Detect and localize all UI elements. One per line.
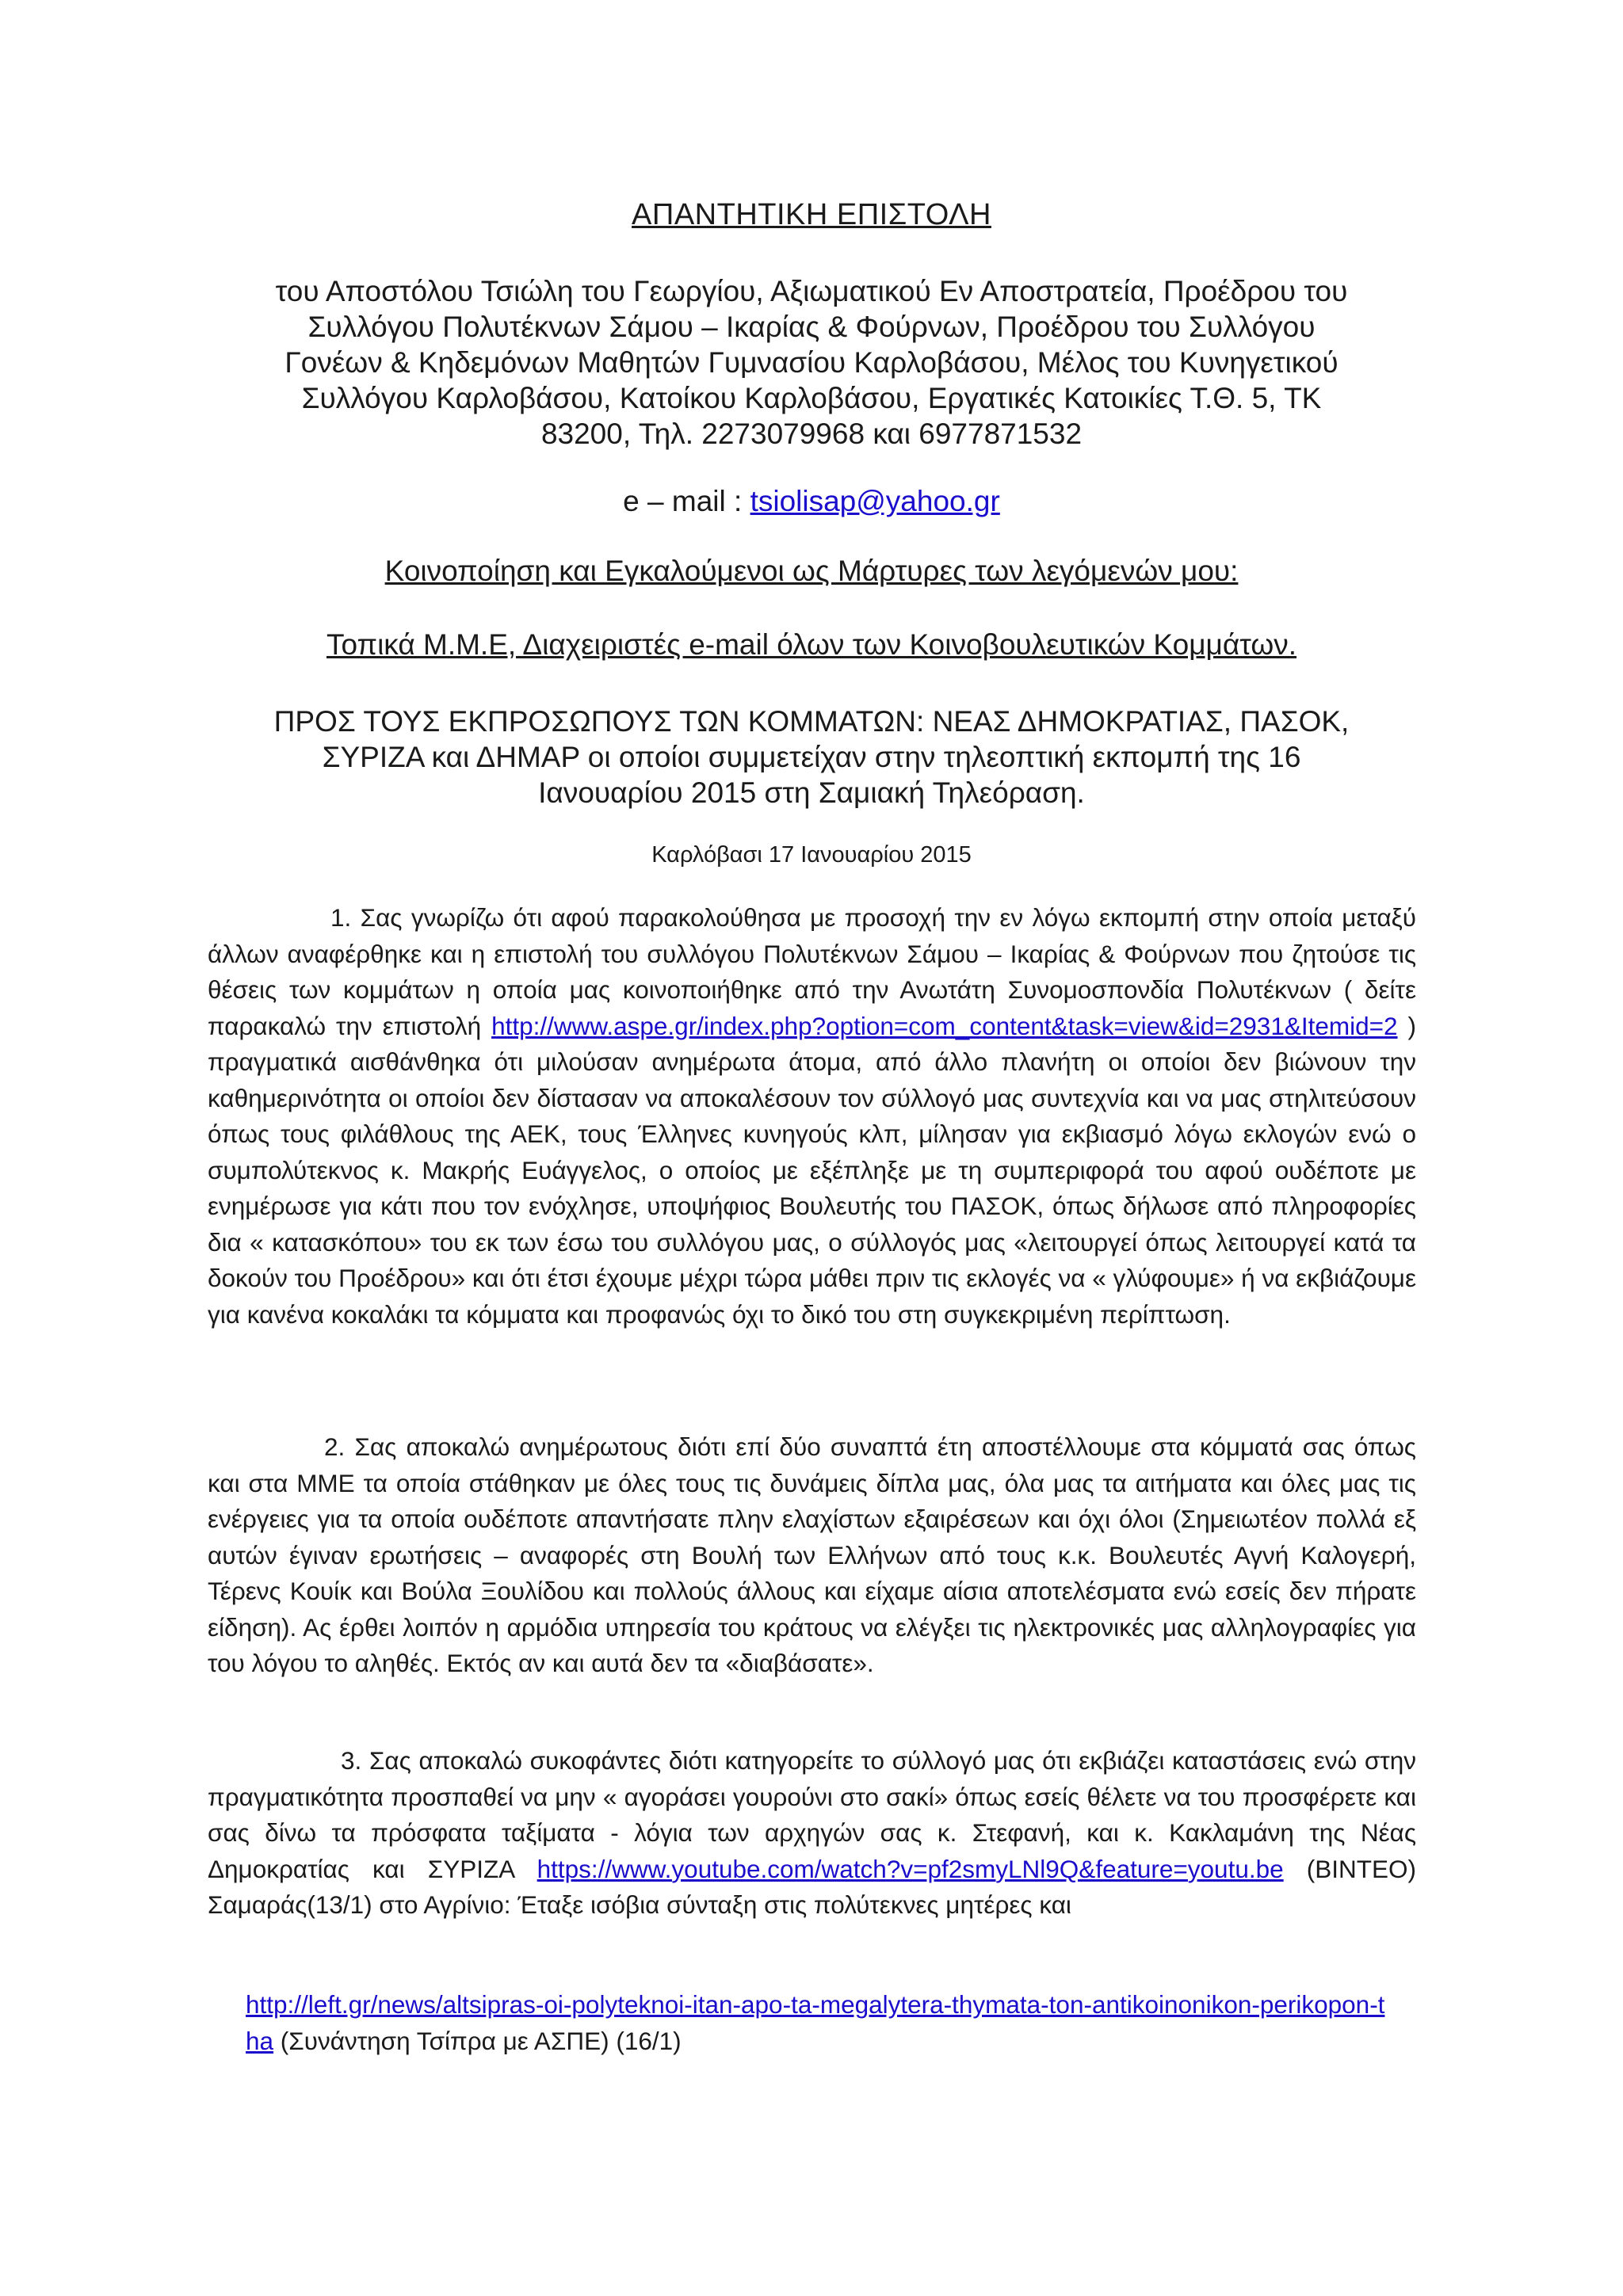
addressee-line: ΣΥΡΙΖΑ και ΔΗΜΑΡ οι οποίοι συμμετείχαν στην τηλεοπτική εκπομπή της 16	[322, 741, 1301, 773]
email-label: e – mail :	[623, 485, 750, 517]
sender-info-line: του Αποστόλου Τσιώλη του Γεωργίου, Αξιωματικού Εν Αποστρατεία, Προέδρου του	[275, 275, 1348, 307]
paragraph-1-text: 1. Σας γνωρίζω ότι αφού παρακολούθησα με προσοχή την εν λόγω εκπομπή στην οποία μεταξύ άλλων αναφέρθηκε και η επιστολή του συλλόγου Πολυτέκνων Σάμου – Ικαρίας & Φούρνων που ζητούσε τις θέσεις των κομμάτων η οποία μας κοινοποιήθηκε από την Ανωτάτη Συνομοσπονδία Πολυτέκνων ( δείτε παρακαλώ την επιστολή	[208, 903, 1416, 1040]
paragraph-1-text-cont: ) πραγματικά αισθάνθηκα ότι μιλούσαν ανημέρωτα άτομα, από άλλο πλανήτη οι οποίοι δεν βιώνουν την καθημερινότητα οι οποίοι δεν δίστασαν να αποκαλέσουν τον σύλλογό μας συντεχνία και να μας στηλιτεύσουν όπως τους φιλάθλους της ΑΕΚ, τους Έλληνες κυνηγούς κλπ, μίλησαν για εκβιασμό λόγω εκλογών ενώ ο συμπολύτεκνος κ. Μακρής Ευάγγελος, ο οποίος με εξέπληξε με τη συμπεριφορά του αφού ουδέποτε με ενημέρωσε για κάτι που τον ενόχλησε, υποψήφιος Βουλευτής του ΠΑΣΟΚ, όπως δήλωσε από πληροφορίες δια « κατασκόπου» του εκ των έσω του συλλόγου μας, ο σύλλογός μας «λειτουργεί όπως λειτουργεί κατά τα δοκούν του Προέδρου» και ότι έτσι έχουμε μέχρι τώρα μάθει πριν τις εκλογές να « γλύφουμε» ή να εκβιάζουμε για κανένα κοκαλάκι τα κόμματα και προφανώς όχι το δικό του στη συγκεκριμένη περίπτωση.	[208, 1011, 1416, 1329]
addressee-line: Ιανουαρίου 2015 στη Σαμιακή Τηλεόραση.	[538, 776, 1085, 809]
paragraph-2	[208, 1429, 1416, 1682]
notify-heading: Κοινοποίηση και Εγκαλούμενοι ως Μάρτυρες των λεγόμενών μου:	[384, 555, 1239, 587]
email-line	[238, 485, 1385, 518]
recipients-line: Τοπικά Μ.Μ.Ε, Διαχειριστές e-mail όλων των Κοινοβουλευτικών Κομμάτων.	[326, 628, 1297, 661]
sender-info-line: Γονέων & Κηδεμόνων Μαθητών Γυμνασίου Καρλοβάσου, Μέλος του Κυνηγετικού	[285, 346, 1338, 379]
sender-info-line: Συλλόγου Πολυτέκνων Σάμου – Ικαρίας & Φούρνων, Προέδρου του Συλλόγου	[307, 311, 1316, 343]
date-line: Καρλόβασι 17 Ιανουαρίου 2015	[651, 842, 972, 868]
sender-info	[238, 273, 1385, 452]
aspe-link[interactable]: http://www.aspe.gr/index.php?option=com_content&task=view&id=2931&Itemid=2	[491, 1011, 1398, 1040]
left-gr-link[interactable]: http://left.gr/news/altsipras-oi-polyteknoi-itan-apo-ta-megalytera-thymata-ton-antikoinonikon-perikopon-tha	[246, 1990, 1385, 2055]
paragraph-3	[208, 1743, 1416, 1924]
sender-info-line: 83200, Τηλ. 2273079968 και 6977871532	[540, 418, 1083, 450]
paragraph-2-text: 2. Σας αποκαλώ ανημέρωτους διότι επί δύο συναπτά έτη αποστέλλουμε στα κόμματά σας όπως και στα ΜΜΕ τα οποία στάθηκαν με όλες τους τις δυνάμεις δίπλα μας, όλα μας τα αιτήματα και όλες μας τις ενέργειες για τα οποία ουδέποτε απαντήσατε πλην ελαχίστων εξαιρέσεων και όχι όλοι (Σημειωτέον πολλά εξ αυτών έγιναν ερωτήσεις – αναφορές στη Βουλή των Ελλήνων από τους κ.κ. Βουλευτές Αγνή Καλογερή, Τέρενς Κουίκ και Βούλα Ξουλίδου και πολλούς άλλους και είχαμε αίσια αποτελέσματα ενώ εσείς δεν πήρατε είδηση). Ας έρθει λοιπόν η αρμόδια υπηρεσία του κράτους να ελέγξει τις ηλεκτρονικές μας αλληλογραφίες για του λόγου το αληθές. Εκτός αν και αυτά δεν τα «διαβάσατε».	[208, 1432, 1416, 1677]
paragraph-3-text: 3. Σας αποκαλώ συκοφάντες διότι κατηγορείτε το σύλλογό μας ότι εκβιάζει καταστάσεις ενώ στην πραγματικότητα προσπαθεί να μην « αγοράσει γουρούνι στο σακί» όπως εσείς θέλετε να του προσφέρετε και σας δίνω τα πρόσφατα ταξίματα - λόγια των αρχηγών σας κ. Στεφανή, και κ. Κακλαμάνη της Νέας Δημοκρατίας και ΣΥΡΙΖΑ	[208, 1746, 1416, 1883]
paragraph-3-text-cont: (ΒΙΝΤΕΟ) Σαμαράς(13/1) στο Αγρίνιο: Έταξε ισόβια σύνταξη στις πολύτεκνες μητέρες και	[208, 1854, 1416, 1919]
paragraph-4-text: (Συνάντηση Τσίπρα με ΑΣΠΕ) (16/1)	[273, 2026, 682, 2055]
sender-info-line: Συλλόγου Καρλοβάσου, Κατοίκου Καρλοβάσου, Εργατικές Κατοικίες Τ.Θ. 5, ΤΚ	[301, 382, 1322, 414]
email-link[interactable]: tsiolisap@yahoo.gr	[750, 485, 1000, 517]
youtube-link[interactable]: https://www.youtube.com/watch?v=pf2smyLNl9Q&feature=youtu.be	[537, 1854, 1284, 1883]
paragraph-4	[246, 1987, 1395, 2059]
addressee-block	[238, 704, 1385, 810]
letter-title: ΑΠΑΝΤΗΤΙΚΗ ΕΠΙΣΤΟΛΗ	[632, 198, 991, 231]
addressee-line: ΠΡΟΣ ΤΟΥΣ ΕΚΠΡΟΣΩΠΟΥΣ ΤΩΝ ΚΟΜΜΑΤΩΝ: ΝΕΑΣ ΔΗΜΟΚΡΑΤΙΑΣ, ΠΑΣΟΚ,	[273, 705, 1350, 738]
paragraph-1	[208, 900, 1416, 1333]
